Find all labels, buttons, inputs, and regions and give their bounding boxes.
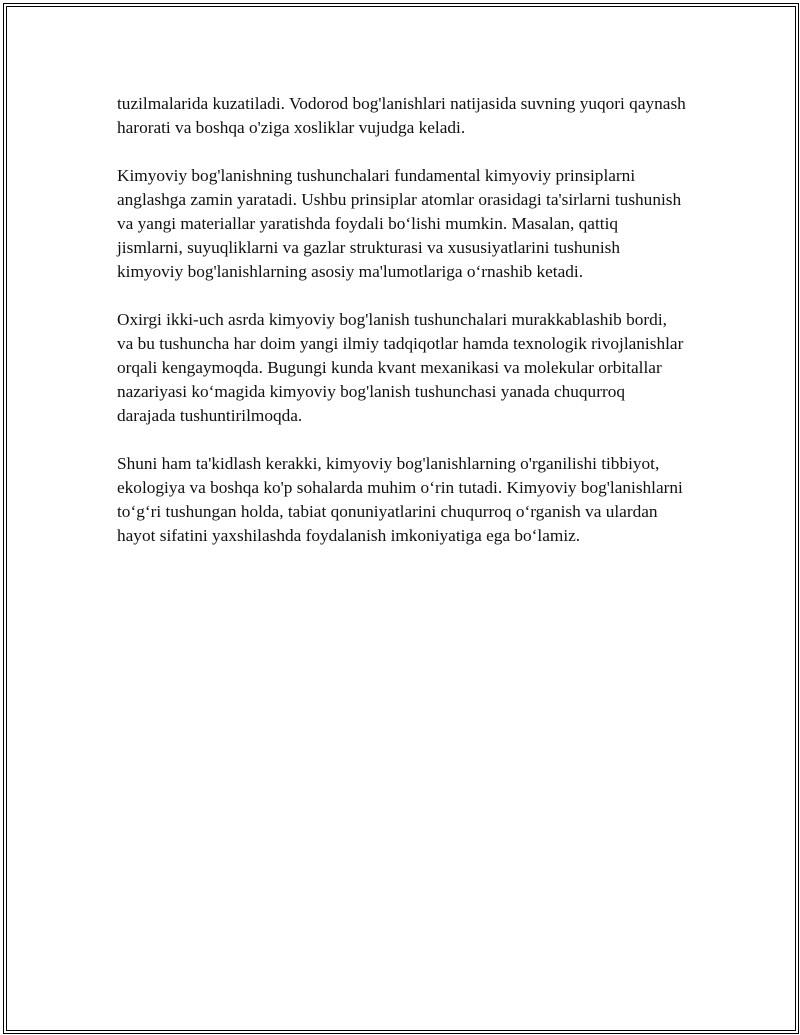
paragraph-1: tuzilmalarida kuzatiladi. Vodorod bog'lanishlari natijasida suvning yuqori qaynash harorati va boshqa o'ziga xosliklar vujudga keladi. [117,94,686,137]
paragraph-4: Shuni ham ta'kidlash kerakki, kimyoviy bog'lanishlarning o'rganilishi tibbiyot, ekologiya va boshqa ko'p sohalarda muhim o‘rin tutadi. Kimyoviy bog'lanishlarni to‘g‘ri tushungan holda, tabiat qonuniyatlarini chuqurroq o‘rganish va ulardan hayot sifatini yaxshilashda foydalanish imkoniyatiga ega bo‘lamiz. [117,454,683,545]
paragraph-3: Oxirgi ikki-uch asrda kimyoviy bog'lanish tushunchalari murakkablashib bordi, va bu tushuncha har doim yangi ilmiy tadqiqotlar hamda texnologik rivojlanishlar orqali kengaymoqda. Bugungi kunda kvant mexanikasi va molekular orbitallar nazariyasi ko‘magida kimyoviy bog'lanish tushunchasi yanada chuqurroq darajada tushuntirilmoqda. [117,310,684,425]
document-body [117,92,687,572]
paragraph-2: Kimyoviy bog'lanishning tushunchalari fundamental kimyoviy prinsiplarni anglashga zamin yaratadi. Ushbu prinsiplar atomlar orasidagi ta'sirlarni tushunish va yangi materiallar yaratishda foydali bo‘lishi mumkin. Masalan, qattiq jismlarni, suyuqliklarni va gazlar strukturasi va xususiyatlarini tushunish kimyoviy bog'lanishlarning asosiy ma'lumotlariga o‘rnashib ketadi. [117,166,682,281]
